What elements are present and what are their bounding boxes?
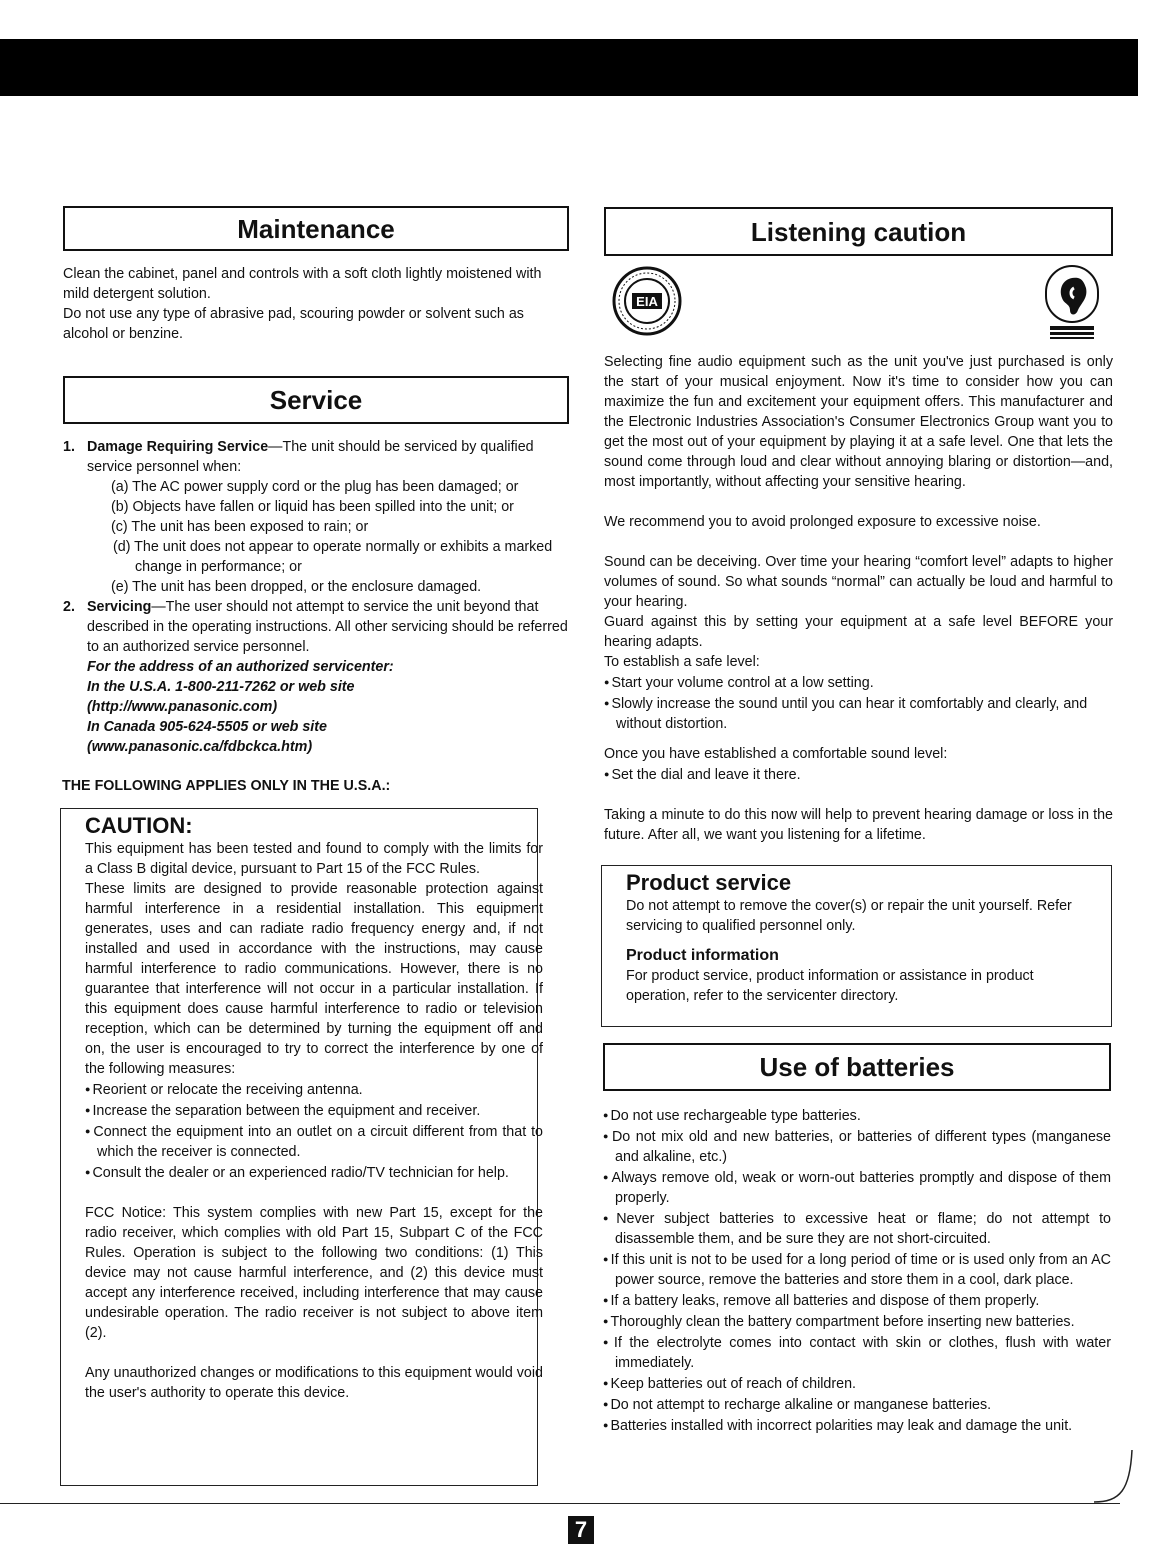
footer-line [0,1503,1120,1504]
service-sub-b: (b) Objects have fallen or liquid has been spilled into the unit; or [111,499,514,515]
service-heading: Service [63,376,569,424]
listening-text-6: Once you have established a comfortable sound level: [604,746,948,762]
batteries-heading: Use of batteries [603,1043,1111,1091]
product-content [626,870,1096,1006]
listening-heading: Listening caution [604,207,1113,256]
battery-item-8: ● If the electrolyte comes into contact with skin or clothes, flush with water immediately. [603,1332,1111,1373]
listening-bullet-1: ● Start your volume control at a low setting. [604,672,1113,693]
service-item-2-text: —The user should not attempt to service the unit beyond that described in the operating instructions. All other servicing should be referred to an authorized service personnel. [87,599,568,655]
listening-bullet-2: ● Slowly increase the sound until you can hear it comfortably and clearly, and without distortion. [604,693,1113,734]
battery-item-9: ● Keep batteries out of reach of children. [603,1373,1111,1394]
caution-bullet-3: ● Connect the equipment into an outlet on a circuit different from that to which the receiver is connected. [85,1121,543,1162]
caution-title: CAUTION: [85,813,193,838]
caution-box [60,808,544,1486]
listening-text-4: Guard against this by setting your equipment at a safe level BEFORE your hearing adapts. [604,614,1113,650]
maintenance-heading: Maintenance [63,206,569,251]
listening-text-7: Taking a minute to do this now will help to prevent hearing damage or loss in the future. After all, we want you listening for a lifetime. [604,807,1113,843]
listening-text-1: Selecting fine audio equipment such as the unit you've just purchased is only the start of your musical enjoyment. Now it's time to consider how you can maximize the fun and excitement your equipment offers. This manufacturer and the Electronic Industries Association's Consumer Electronics Group want you to get the most out of your equipment by playing it at a safe level. One that lets the sound come through loud and clear without annoying blaring or distortion—and, most importantly, without affecting your sensitive hearing. [604,354,1113,490]
service-item-2-number: 2. [63,599,75,615]
product-information-title: Product information [626,947,779,964]
product-service-text: Do not attempt to remove the cover(s) or repair the unit yourself. Refer servicing to qualified personnel only. [626,898,1072,934]
listening-bullet-3: ● Set the dial and leave it there. [604,764,1113,785]
servicenter-address-label: For the address of an authorized servicenter: [87,659,394,675]
caution-bullet-2: ● Increase the separation between the equipment and receiver. [85,1100,543,1121]
caution-bullet-1: ● Reorient or relocate the receiving antenna. [85,1079,543,1100]
canada-website: (www.panasonic.ca/fdbckca.htm) [87,739,313,755]
battery-item-3: ● Always remove old, weak or worn-out batteries promptly and dispose of them properly. [603,1167,1111,1208]
listening-text-5: To establish a safe level: [604,654,760,670]
battery-item-2: ● Do not mix old and new batteries, or batteries of different types (manganese and alkaline, etc.) [603,1126,1111,1167]
service-sub-d: (d) The unit does not appear to operate normally or exhibits a marked change in performance; or [113,539,553,575]
battery-item-10: ● Do not attempt to recharge alkaline or manganese batteries. [603,1394,1111,1415]
product-information-text: For product service, product information or assistance in product operation, refer to the servicenter directory. [626,968,1034,1004]
battery-item-7: ● Thoroughly clean the battery compartment before inserting new batteries. [603,1311,1111,1332]
header-bar [0,39,1138,96]
service-item-2 [63,597,569,757]
usa-phone: In the U.S.A. 1-800-211-7262 or web site [87,679,355,695]
batteries-section [603,1043,1111,1436]
service-item-1-text: —The unit should be serviced by qualified service personnel when: [87,439,534,475]
ear-logo [1044,264,1100,344]
service-item-1-number: 1. [63,439,75,455]
listening-text-3: Sound can be deceiving. Over time your hearing “comfort level” adapts to higher volumes of sound. So what sounds “normal” can actually be loud and harmful to your hearing. [604,554,1113,610]
caution-content [85,813,543,1403]
eia-logo [612,266,682,336]
svg-text:EIA: EIA [636,294,658,309]
right-column [604,207,1113,845]
maintenance-text-1: Clean the cabinet, panel and controls with a soft cloth lightly moistened with mild detergent solution. [63,266,542,302]
footer-curve [1094,1450,1134,1503]
caution-text-1: This equipment has been tested and found to comply with the limits for a Class B digital device, pursuant to Part 15 of the FCC Rules. [85,841,543,877]
service-item-1-title: Damage Requiring Service [87,439,269,455]
listening-text-2: We recommend you to avoid prolonged exposure to excessive noise. [604,514,1041,530]
usa-website: (http://www.panasonic.com) [87,699,278,715]
maintenance-text-2: Do not use any type of abrasive pad, scouring powder or solvent such as alcohol or benzine. [63,306,524,342]
product-service-title: Product service [626,870,792,895]
usa-heading: THE FOLLOWING APPLIES ONLY IN THE U.S.A.: [62,778,391,794]
fcc-notice: FCC Notice: This system complies with new Part 15, except for the radio receiver, which complies with old Part 15, Subpart C of the FCC Rules. Operation is subject to the following two conditions: (1) This device may not cause harmful interference, and (2) this device must accept any interference received, including interference that may cause undesirable operation. The radio receiver is not subject to above item (2). [85,1205,543,1341]
service-sub-a: (a) The AC power supply cord or the plug has been damaged; or [111,479,519,495]
service-item-2-title: Servicing [87,599,152,615]
left-column [63,206,569,796]
unauthorized-changes: Any unauthorized changes or modifications to this equipment would void the user's authority to operate this device. [85,1365,543,1401]
service-item-1 [63,437,569,597]
batteries-list [603,1105,1111,1436]
battery-item-11: ● Batteries installed with incorrect polarities may leak and damage the unit. [603,1415,1111,1436]
service-sub-c: (c) The unit has been exposed to rain; or [111,519,369,535]
caution-bullet-4: ● Consult the dealer or an experienced radio/TV technician for help. [85,1162,543,1183]
service-sub-e: (e) The unit has been dropped, or the enclosure damaged. [111,579,482,595]
product-box [601,865,1112,1027]
caution-text-2: These limits are designed to provide reasonable protection against harmful interference in a residential installation. This equipment generates, uses and can radiate radio frequency energy and, if not installed and used in accordance with the instructions, may cause harmful interference to radio communications. However, there is no guarantee that interference will not occur in a particular installation. If this equipment does cause harmful interference to radio or television reception, which can be determined by turning the equipment off and on, the user is encouraged to try to correct the interference by one of the following measures: [85,881,543,1077]
canada-phone: In Canada 905-624-5505 or web site [87,719,327,735]
logo-row [604,256,1113,352]
battery-item-5: ● If this unit is not to be used for a long period of time or is used only from an AC power source, remove the batteries and store them in a cool, dark place. [603,1249,1111,1290]
battery-item-6: ● If a battery leaks, remove all batteries and dispose of them properly. [603,1290,1111,1311]
page-number: 7 [568,1516,594,1544]
battery-item-1: ● Do not use rechargeable type batteries. [603,1105,1111,1126]
battery-item-4: ● Never subject batteries to excessive heat or flame; do not attempt to disassemble them, and be sure they are not short-circuited. [603,1208,1111,1249]
